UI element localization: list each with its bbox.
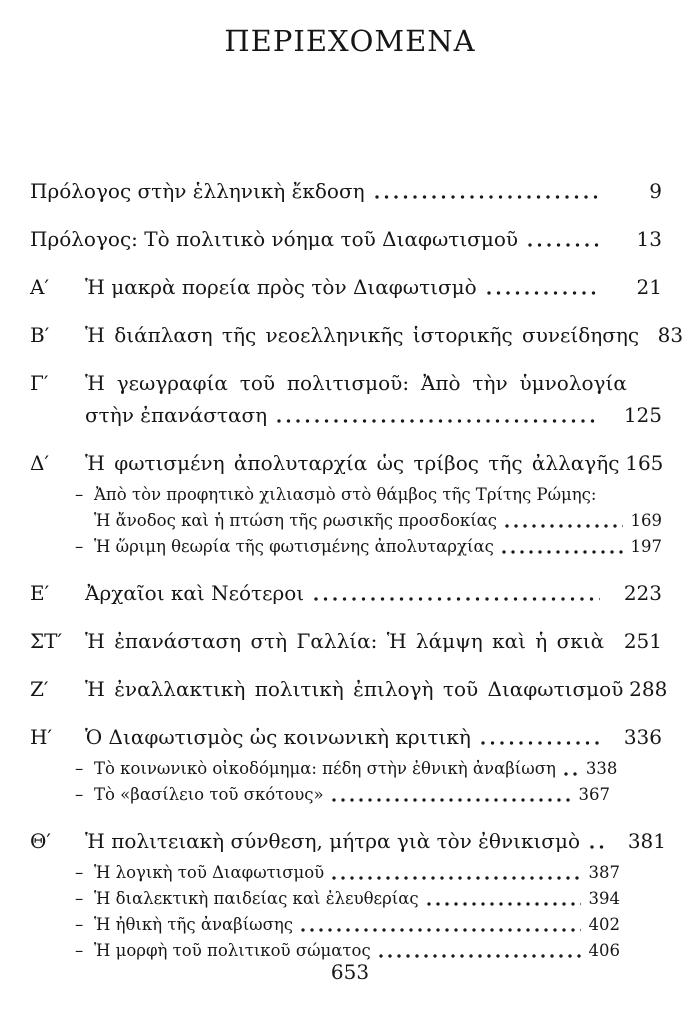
entry-page-number: 165 <box>625 451 664 475</box>
dot-leader <box>564 772 578 776</box>
dash-glyph: – <box>75 537 84 556</box>
entry-page-number: 169 <box>630 511 662 530</box>
entry-title: Ἡ λογικὴ τοῦ Διαφωτισμοῦ <box>94 863 325 882</box>
toc-row <box>30 510 662 532</box>
chapter-letter: Γ′ <box>30 371 49 395</box>
chapter-letter: ΣΤ′ <box>30 629 63 653</box>
toc-row <box>30 484 662 506</box>
dash-glyph: – <box>75 941 84 960</box>
toc-row <box>30 178 662 204</box>
entry-page-number: 402 <box>588 915 620 934</box>
entry-page-number: 13 <box>636 227 662 251</box>
dot-leader <box>379 954 581 958</box>
toc-row <box>30 370 662 396</box>
entry-title: Ἡ ἄνοδος καὶ ἡ πτώση τῆς ρωσικῆς προσδοκίας <box>94 511 498 530</box>
dot-leader <box>528 243 600 247</box>
entry-page-number: 83 <box>657 323 684 347</box>
chapter-letter: Η′ <box>30 725 52 749</box>
entry-title: Ἡ φωτισμένη ἀπολυταρχία ὡς τρίβος τῆς ἀλλαγῆς <box>85 451 620 475</box>
dash-glyph: – <box>75 485 84 504</box>
entry-title: στὴν ἐπανάσταση <box>85 403 268 427</box>
toc-row <box>30 676 668 702</box>
dot-leader <box>301 928 580 932</box>
page-title: ΠΕΡΙΕΧΟΜΕΝΑ <box>224 24 476 58</box>
entry-title: Ἡ γεωγραφία τοῦ πολιτισμοῦ: Ἀπὸ τὴν ὑμνολογία <box>85 371 627 395</box>
entry-title: Τὸ κοινωνικὸ οἰκοδόμημα: πέδη στὴν ἐθνικὴ ἀναβίωση <box>94 759 556 778</box>
entry-page-number: 394 <box>588 889 620 908</box>
dash-glyph: – <box>75 915 84 934</box>
entry-title: Ἡ πολιτειακὴ σύνθεση, μήτρα γιὰ τὸν ἐθνικισμὸ <box>85 829 580 853</box>
entry-title: Ἡ ἐπανάσταση στὴ Γαλλία: Ἡ λάμψη καὶ ἡ σκιὰ <box>85 629 605 653</box>
chapter-letter: Θ′ <box>30 829 51 853</box>
folio-page-number: 653 <box>330 960 370 984</box>
toc-row <box>30 862 662 884</box>
dot-leader <box>487 291 600 295</box>
toc-row <box>30 758 662 780</box>
entry-title: Ὁ Διαφωτισμὸς ὡς κοινωνικὴ κριτικὴ <box>85 725 471 749</box>
chapter-letter: Α′ <box>30 275 49 299</box>
entry-title: Ἡ μορφὴ τοῦ πολιτικοῦ σώματος <box>94 941 371 960</box>
dot-leader <box>277 419 600 423</box>
chapter-letter: Δ′ <box>30 451 49 475</box>
entry-title: Πρόλογος: Τὸ πολιτικὸ νόημα τοῦ Διαφωτισμοῦ <box>30 227 519 251</box>
entry-page-number: 21 <box>636 275 662 299</box>
dot-leader <box>375 195 600 199</box>
entry-page-number: 288 <box>629 677 668 701</box>
toc-row <box>30 940 662 962</box>
dot-leader <box>332 876 580 880</box>
entry-page-number: 125 <box>623 403 662 427</box>
dash-glyph: – <box>75 759 84 778</box>
dot-leader <box>590 845 604 849</box>
toc <box>30 178 684 962</box>
toc-row <box>30 536 662 558</box>
entry-title: Ἡ μακρὰ πορεία πρὸς τὸν Διαφωτισμὸ <box>85 275 477 299</box>
entry-page-number: 251 <box>623 629 662 653</box>
entry-page-number: 223 <box>623 581 662 605</box>
dot-leader <box>314 597 600 601</box>
chapter-letter: Β′ <box>30 323 50 347</box>
toc-row <box>30 402 662 428</box>
entry-page-number: 336 <box>623 725 662 749</box>
toc-row <box>30 628 662 654</box>
dot-leader <box>332 798 571 802</box>
dash-glyph: – <box>75 863 84 882</box>
toc-row <box>30 450 662 476</box>
entry-title: Ἡ διαλεκτικὴ παιδείας καὶ ἐλευθερίας <box>94 889 419 908</box>
dash-glyph: – <box>75 889 84 908</box>
entry-title: Ἡ ἠθικὴ τῆς ἀναβίωσης <box>94 915 294 934</box>
entry-title: Τὸ «βασίλειο τοῦ σκότους» <box>94 785 324 804</box>
entry-page-number: 367 <box>578 785 610 804</box>
dot-leader <box>481 741 600 745</box>
dot-leader <box>427 902 581 906</box>
entry-page-number: 406 <box>588 941 620 960</box>
dash-glyph: – <box>75 785 84 804</box>
dot-leader <box>502 550 623 554</box>
toc-row <box>30 724 662 750</box>
toc-row <box>30 274 662 300</box>
toc-row <box>30 580 662 606</box>
toc-row <box>30 888 662 910</box>
entry-page-number: 197 <box>630 537 662 556</box>
toc-row <box>30 914 662 936</box>
chapter-letter: Ε′ <box>30 581 50 605</box>
entry-title: Ἡ ἐναλλακτικὴ πολιτικὴ ἐπιλογὴ τοῦ Διαφωτισμοῦ <box>85 677 624 701</box>
entry-page-number: 381 <box>627 829 666 853</box>
toc-row <box>30 828 666 854</box>
toc-row <box>30 226 662 252</box>
entry-title: Πρόλογος στὴν ἑλληνικὴ ἔκδοση <box>30 179 365 203</box>
chapter-letter: Ζ′ <box>30 677 49 701</box>
entry-page-number: 9 <box>649 179 662 203</box>
entry-page-number: 387 <box>588 863 620 882</box>
entry-title: Ἀπὸ τὸν προφητικὸ χιλιασμὸ στὸ θάμβος τῆς Τρίτης Ρώμης: <box>94 485 597 504</box>
entry-title: Ἀρχαῖοι καὶ Νεότεροι <box>85 581 305 605</box>
dot-leader <box>505 524 622 528</box>
toc-row <box>30 322 684 348</box>
entry-title: Ἡ διάπλαση τῆς νεοελληνικῆς ἱστορικῆς συνείδησης <box>85 323 640 347</box>
entry-page-number: 338 <box>585 759 618 778</box>
toc-row <box>30 784 662 806</box>
entry-title: Ἡ ὥριμη θεωρία τῆς φωτισμένης ἀπολυταρχίας <box>94 537 494 556</box>
